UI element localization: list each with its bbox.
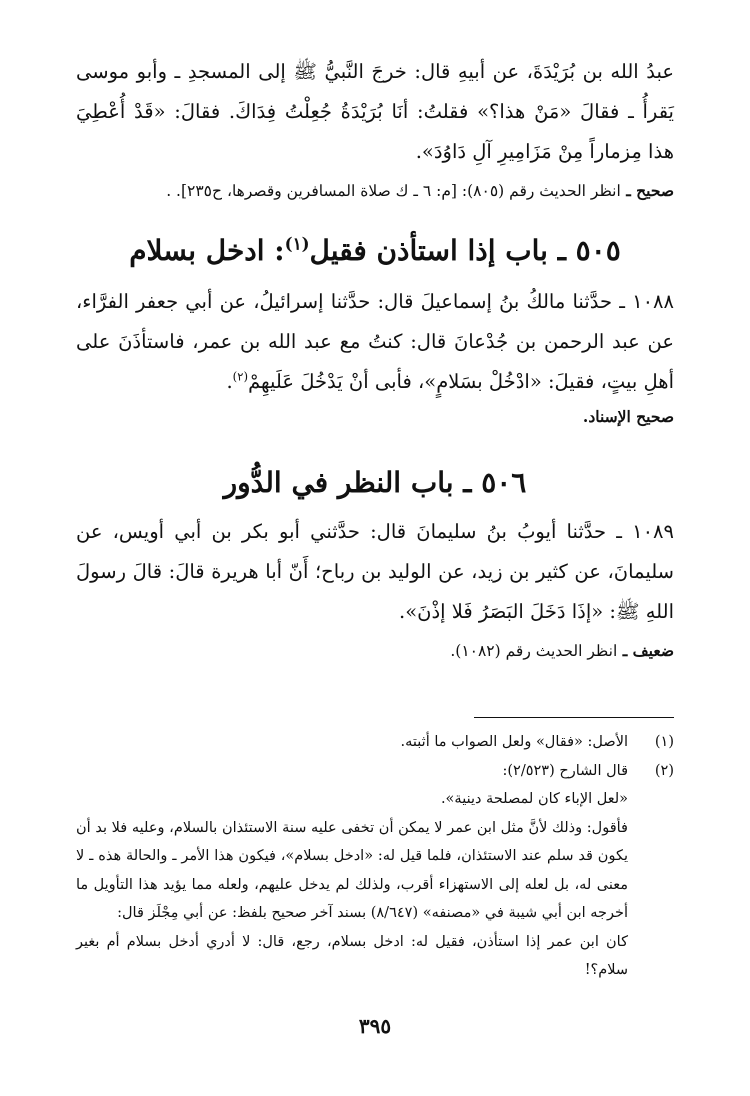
- page-number: ٣٩٥: [358, 1014, 392, 1038]
- grade-label: ضعيف ـ: [622, 641, 674, 660]
- footnote-number: (٢): [654, 762, 674, 779]
- hadith-1087-continuation: [76, 52, 674, 206]
- book-page: [76, 52, 674, 1056]
- footnote-number: (١): [654, 734, 674, 750]
- footnote-separator: [474, 717, 674, 718]
- hadith-grade: صحيح الإسناد.: [582, 407, 674, 426]
- footnote-2-quote: «لعل الإباء كان لمصلحة دينية».: [440, 791, 628, 807]
- hadith-body: ١٠٨٨ ـ حدَّثنا مالكُ بنُ إسماعيلَ قال: حدَّثنا إسرائيلُ، عن أبي جعفر الفرَّاء، عن عبد الرحمن بن جُدْعانَ قال: كنتُ مع عبد الله بن عمر، فاستأذَنَ على أهلِ بيتٍ، فقيلَ: «ادْخُلْ بسَلامٍ»، فأبى أنْ يَدْخُلَ عَلَيهِمْ: [76, 290, 674, 393]
- footnote-text: قال الشارح (٢/٥٢٣):: [502, 762, 628, 779]
- grade-source: انظر الحديث رقم (٨٠٥): [م: ٦ ـ ك صلاة المسافرين وقصرها، ح٢٣٥]. .: [166, 182, 621, 200]
- hadith-grade: [76, 176, 674, 206]
- hadith-end: .: [226, 370, 233, 393]
- chapter-title-tail: : ادخل بسلام: [129, 234, 285, 267]
- chapter-heading-505: [76, 220, 674, 282]
- footnote-ref: (١): [284, 233, 310, 254]
- hadith-1088: [76, 282, 674, 432]
- grade-source: انظر الحديث رقم (١٠٨٢).: [450, 642, 618, 660]
- footnote-2-commentary: فأقول: وذلك لأنَّ مثل ابن عمر لا يمكن أن تخفى عليه سنة الاستئذان بالسلام، وعليه فلا بد أن يكون قد سلم عند الاستئذان، فلما قيل له: «ادخل بسلام»، فيكون هذا الأمر ـ والحالة هذه ـ لا معنى له، بل لعله إلى الاستهزاء أقرب، ولذلك لم يدخل عليهم، ولعله مما يؤيد هذا التأويل ما أخرجه ابن أبي شيبة في «مصنفه» (٨/٦٤٧) بسند آخر صحيح بلفظ: عن أبي مِجْلَز قال:: [76, 819, 628, 921]
- hadith-text: ١٠٨٩ ـ حدَّثنا أيوبُ بنُ سليمانَ قال: حدَّثني أبو بكر بن أبي أويس، عن سليمانَ، عن كثير بن زيد، عن الوليد بن رباح؛ أَنّ أبا هريرة قالَ: قالَ رسولَ اللهِ ﷺ: «إذَا دَخَلَ البَصَرُ فَلا إذْنَ».: [76, 520, 674, 623]
- footnote-2-report: كان ابن عمر إذا استأذن، فقيل له: ادخل بسلام، رجع، قال: لا أدري أدخل بسلام أم بغير سلام؟!: [76, 933, 628, 978]
- hadith-1089: [76, 512, 674, 666]
- footnote-1: [76, 728, 674, 757]
- grade-label: صحيح ـ: [626, 181, 674, 200]
- footnote-text: الأصل: «فقال» ولعل الصواب ما أثبته.: [400, 734, 628, 750]
- footnote-2: [76, 757, 674, 786]
- hadith-text: عبدُ الله بن بُرَيْدَةَ، عن أبيهِ قال: خرجَ النَّبيُّ ﷺ إلى المسجدِ ـ وأبو موسى يَقرأُ ـ فقالَ «مَنْ هذا؟» فقلتُ: أنَا بُرَيْدَةُ جُعِلْتُ فِدَاكَ. فقالَ: «قَدْ أُعْطِيَ هذا مِزماراً مِنْ مَزَامِيرِ آلِ دَاوُدَ».: [76, 60, 674, 163]
- chapter-title: ٥٠٥ ـ باب إذا استأذن فقيل: [309, 234, 621, 267]
- hadith-grade: [76, 636, 674, 666]
- chapter-heading-506: ٥٠٦ ـ باب النظر في الدُّور: [223, 466, 527, 499]
- footnote-ref: (٢): [232, 369, 249, 384]
- hadith-text: [76, 282, 674, 402]
- footnotes: [76, 728, 674, 985]
